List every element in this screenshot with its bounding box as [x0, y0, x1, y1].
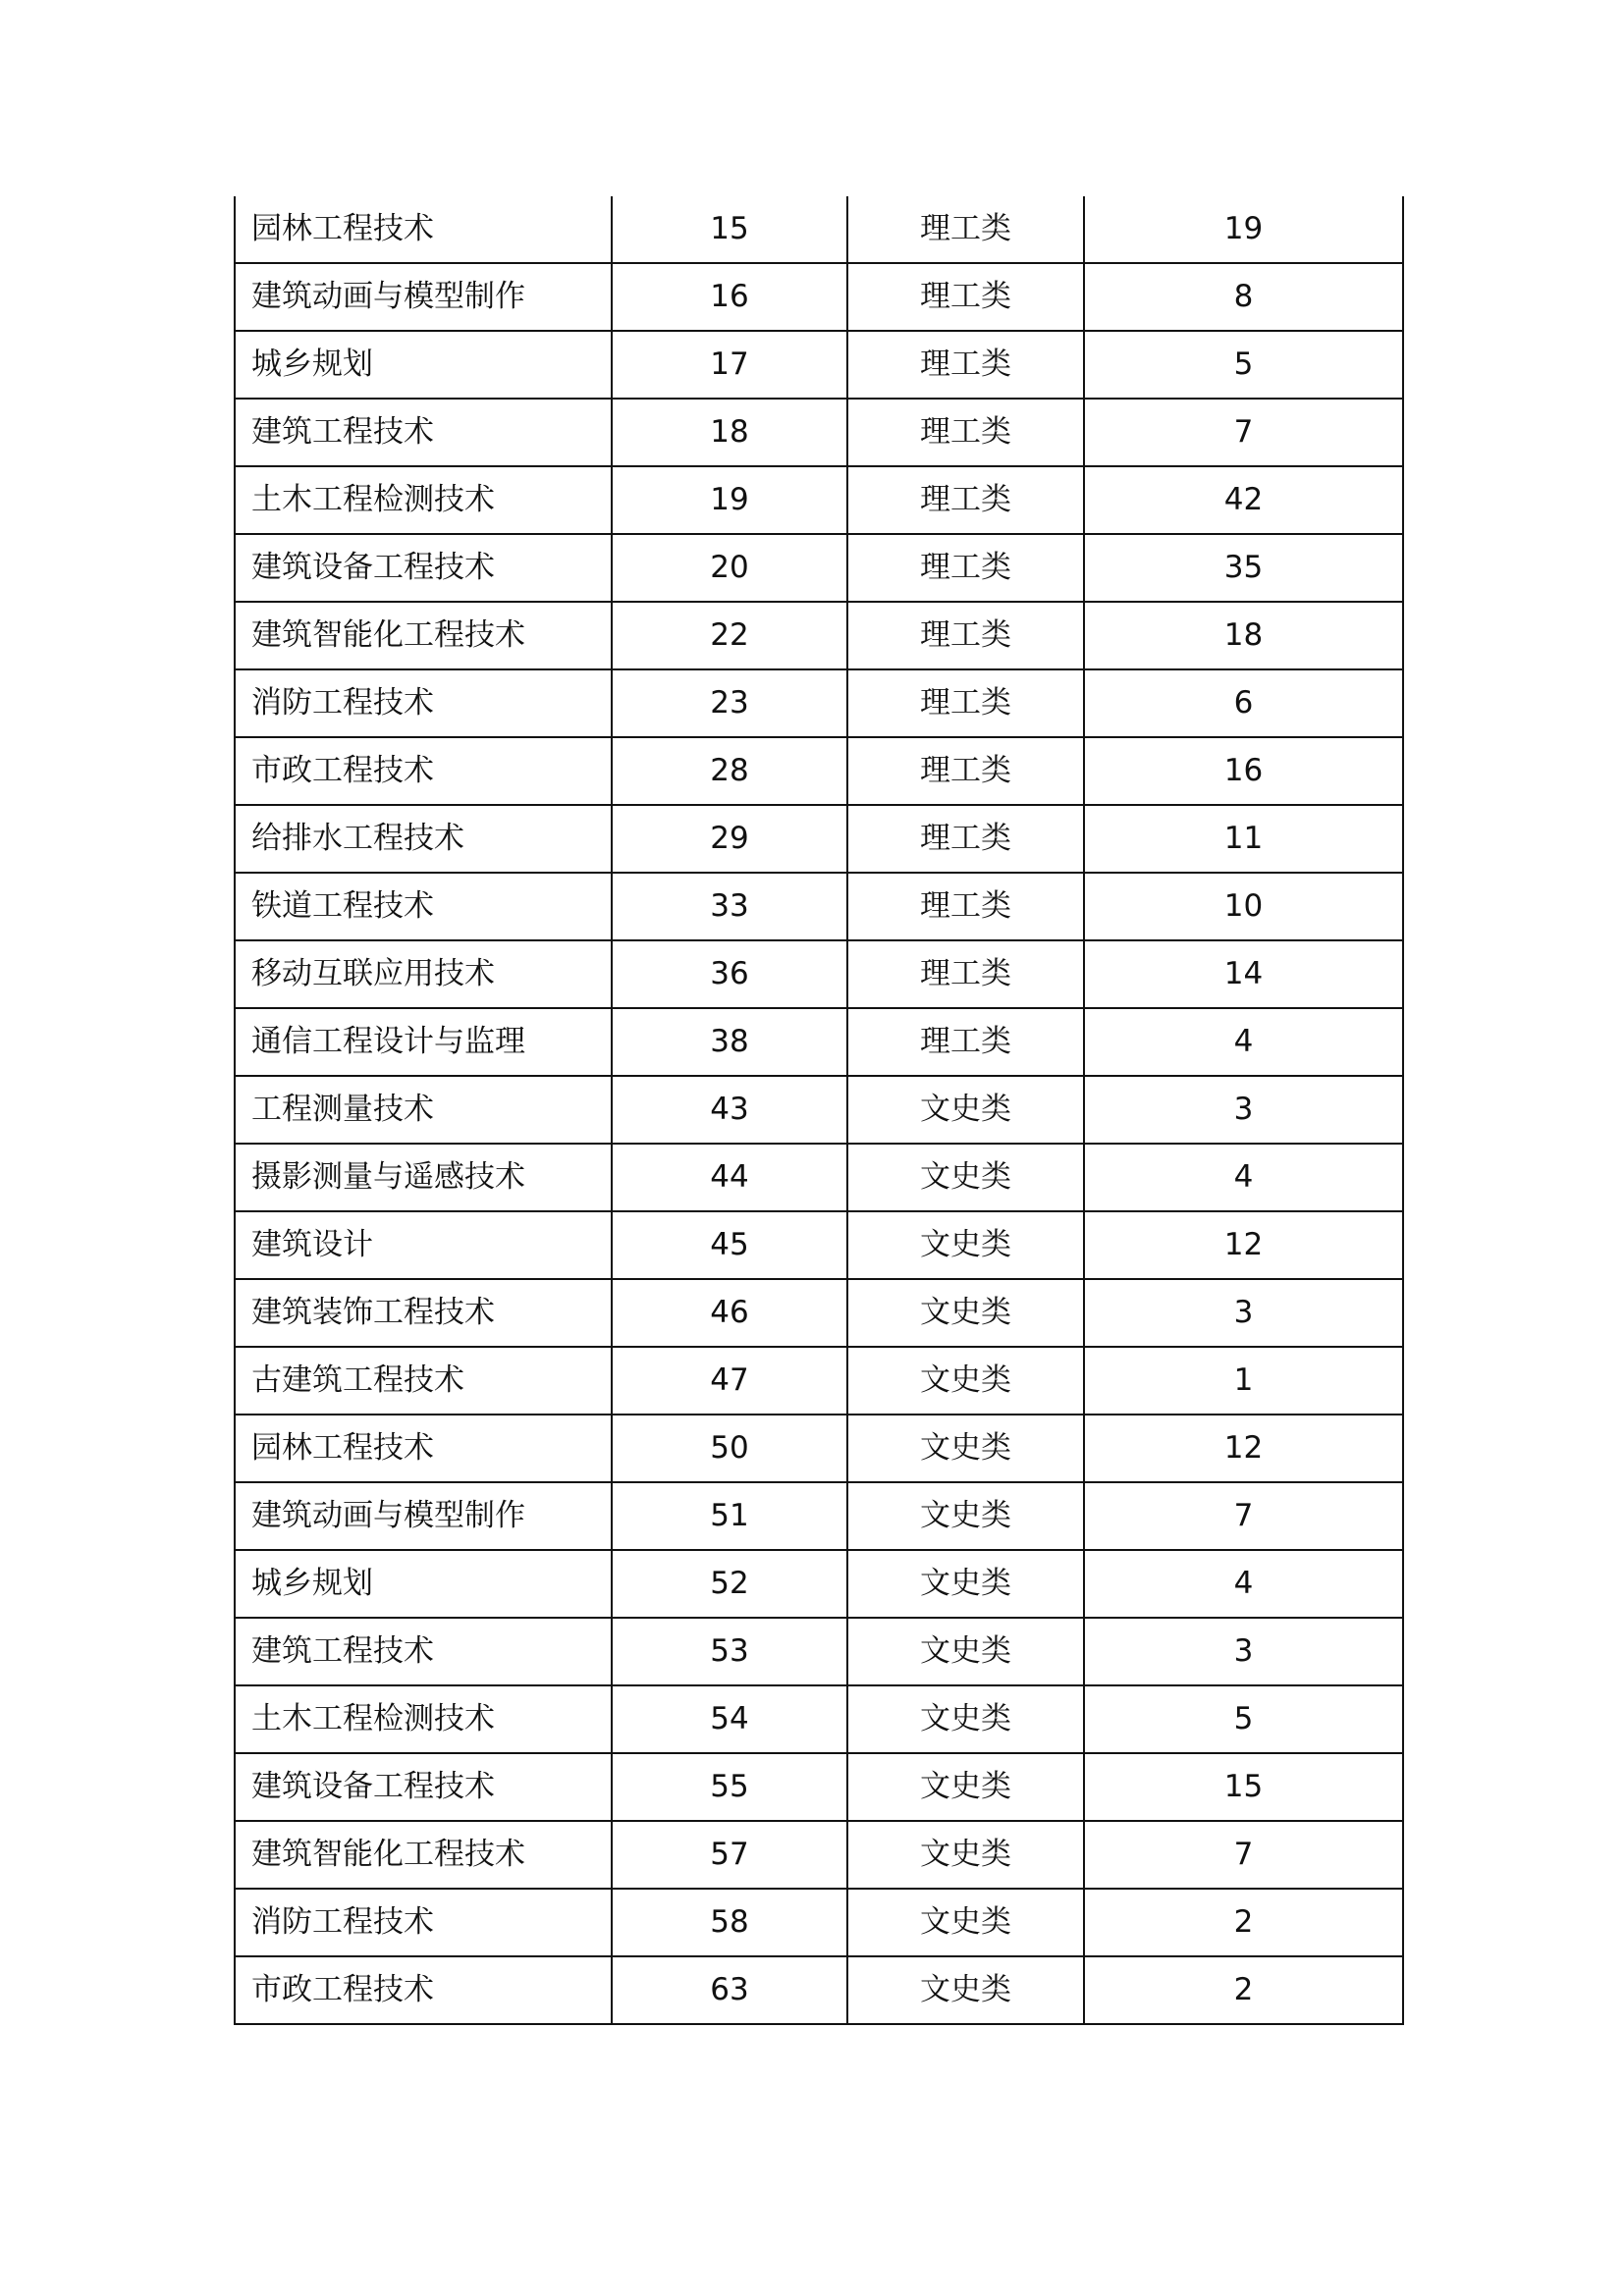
- count-cell: 15: [1084, 1753, 1403, 1821]
- table-row: [235, 805, 1403, 873]
- table-row: [235, 466, 1403, 534]
- count-cell: 1: [1084, 1347, 1403, 1415]
- major-name-cell: 消防工程技术: [235, 669, 612, 737]
- category-cell: 理工类: [847, 805, 1084, 873]
- major-name-cell: 古建筑工程技术: [235, 1347, 612, 1415]
- table-row: [235, 1618, 1403, 1685]
- count-cell: 16: [1084, 737, 1403, 805]
- table-row: [235, 331, 1403, 399]
- code-cell: 46: [612, 1279, 847, 1347]
- code-cell: 45: [612, 1211, 847, 1279]
- major-name-cell: 市政工程技术: [235, 1956, 612, 2024]
- count-cell: 8: [1084, 263, 1403, 331]
- major-name-cell: 园林工程技术: [235, 196, 612, 263]
- code-cell: 51: [612, 1482, 847, 1550]
- table-row: [235, 873, 1403, 940]
- table-row: [235, 1008, 1403, 1076]
- table-row: [235, 737, 1403, 805]
- code-cell: 53: [612, 1618, 847, 1685]
- major-name-cell: 建筑工程技术: [235, 399, 612, 466]
- code-cell: 44: [612, 1144, 847, 1211]
- major-name-cell: 土木工程检测技术: [235, 1685, 612, 1753]
- major-name-cell: 工程测量技术: [235, 1076, 612, 1144]
- major-name-cell: 建筑设计: [235, 1211, 612, 1279]
- category-cell: 文史类: [847, 1347, 1084, 1415]
- major-name-cell: 建筑动画与模型制作: [235, 1482, 612, 1550]
- count-cell: 3: [1084, 1618, 1403, 1685]
- code-cell: 58: [612, 1889, 847, 1956]
- major-name-cell: 建筑设备工程技术: [235, 534, 612, 602]
- count-cell: 11: [1084, 805, 1403, 873]
- category-cell: 文史类: [847, 1211, 1084, 1279]
- table-row: [235, 196, 1403, 263]
- count-cell: 18: [1084, 602, 1403, 669]
- major-name-cell: 消防工程技术: [235, 1889, 612, 1956]
- code-cell: 43: [612, 1076, 847, 1144]
- category-cell: 理工类: [847, 602, 1084, 669]
- count-cell: 2: [1084, 1889, 1403, 1956]
- major-name-cell: 城乡规划: [235, 1550, 612, 1618]
- category-cell: 文史类: [847, 1144, 1084, 1211]
- count-cell: 35: [1084, 534, 1403, 602]
- category-cell: 文史类: [847, 1279, 1084, 1347]
- major-name-cell: 铁道工程技术: [235, 873, 612, 940]
- code-cell: 38: [612, 1008, 847, 1076]
- count-cell: 3: [1084, 1279, 1403, 1347]
- table-row: [235, 1685, 1403, 1753]
- count-cell: 5: [1084, 1685, 1403, 1753]
- category-cell: 文史类: [847, 1482, 1084, 1550]
- table-row: [235, 534, 1403, 602]
- table-row: [235, 940, 1403, 1008]
- table-row: [235, 1889, 1403, 1956]
- count-cell: 42: [1084, 466, 1403, 534]
- count-cell: 7: [1084, 399, 1403, 466]
- code-cell: 22: [612, 602, 847, 669]
- table-row: [235, 1482, 1403, 1550]
- count-cell: 3: [1084, 1076, 1403, 1144]
- code-cell: 28: [612, 737, 847, 805]
- code-cell: 15: [612, 196, 847, 263]
- code-cell: 50: [612, 1415, 847, 1482]
- code-cell: 29: [612, 805, 847, 873]
- category-cell: 文史类: [847, 1415, 1084, 1482]
- table-row: [235, 1279, 1403, 1347]
- table-row: [235, 602, 1403, 669]
- table-row: [235, 1821, 1403, 1889]
- category-cell: 理工类: [847, 940, 1084, 1008]
- code-cell: 57: [612, 1821, 847, 1889]
- table-row: [235, 399, 1403, 466]
- major-name-cell: 建筑智能化工程技术: [235, 1821, 612, 1889]
- major-name-cell: 通信工程设计与监理: [235, 1008, 612, 1076]
- code-cell: 16: [612, 263, 847, 331]
- code-cell: 55: [612, 1753, 847, 1821]
- major-name-cell: 城乡规划: [235, 331, 612, 399]
- major-name-cell: 建筑工程技术: [235, 1618, 612, 1685]
- table-row: [235, 1753, 1403, 1821]
- major-name-cell: 建筑装饰工程技术: [235, 1279, 612, 1347]
- table-row: [235, 669, 1403, 737]
- code-cell: 54: [612, 1685, 847, 1753]
- count-cell: 4: [1084, 1550, 1403, 1618]
- category-cell: 文史类: [847, 1889, 1084, 1956]
- code-cell: 33: [612, 873, 847, 940]
- category-cell: 文史类: [847, 1076, 1084, 1144]
- category-cell: 理工类: [847, 331, 1084, 399]
- category-cell: 理工类: [847, 399, 1084, 466]
- count-cell: 7: [1084, 1482, 1403, 1550]
- category-cell: 文史类: [847, 1685, 1084, 1753]
- code-cell: 18: [612, 399, 847, 466]
- category-cell: 文史类: [847, 1821, 1084, 1889]
- count-cell: 12: [1084, 1211, 1403, 1279]
- count-cell: 12: [1084, 1415, 1403, 1482]
- major-name-cell: 建筑智能化工程技术: [235, 602, 612, 669]
- category-cell: 文史类: [847, 1550, 1084, 1618]
- category-cell: 理工类: [847, 737, 1084, 805]
- code-cell: 63: [612, 1956, 847, 2024]
- count-cell: 10: [1084, 873, 1403, 940]
- category-cell: 理工类: [847, 1008, 1084, 1076]
- count-cell: 7: [1084, 1821, 1403, 1889]
- category-cell: 理工类: [847, 196, 1084, 263]
- major-name-cell: 土木工程检测技术: [235, 466, 612, 534]
- table-row: [235, 1076, 1403, 1144]
- table-body: [235, 196, 1403, 2024]
- table-row: [235, 263, 1403, 331]
- code-cell: 17: [612, 331, 847, 399]
- major-name-cell: 建筑设备工程技术: [235, 1753, 612, 1821]
- major-name-cell: 园林工程技术: [235, 1415, 612, 1482]
- count-cell: 4: [1084, 1008, 1403, 1076]
- code-cell: 20: [612, 534, 847, 602]
- category-cell: 理工类: [847, 669, 1084, 737]
- count-cell: 2: [1084, 1956, 1403, 2024]
- category-cell: 理工类: [847, 534, 1084, 602]
- count-cell: 4: [1084, 1144, 1403, 1211]
- major-name-cell: 摄影测量与遥感技术: [235, 1144, 612, 1211]
- category-cell: 文史类: [847, 1618, 1084, 1685]
- code-cell: 23: [612, 669, 847, 737]
- table-row: [235, 1550, 1403, 1618]
- code-cell: 47: [612, 1347, 847, 1415]
- category-cell: 文史类: [847, 1753, 1084, 1821]
- code-cell: 19: [612, 466, 847, 534]
- category-cell: 文史类: [847, 1956, 1084, 2024]
- code-cell: 52: [612, 1550, 847, 1618]
- code-cell: 36: [612, 940, 847, 1008]
- major-name-cell: 移动互联应用技术: [235, 940, 612, 1008]
- count-cell: 5: [1084, 331, 1403, 399]
- table-row: [235, 1956, 1403, 2024]
- major-name-cell: 建筑动画与模型制作: [235, 263, 612, 331]
- table-row: [235, 1415, 1403, 1482]
- major-name-cell: 市政工程技术: [235, 737, 612, 805]
- count-cell: 19: [1084, 196, 1403, 263]
- table-row: [235, 1144, 1403, 1211]
- table-row: [235, 1211, 1403, 1279]
- enrollment-table: [234, 196, 1404, 2025]
- category-cell: 理工类: [847, 873, 1084, 940]
- category-cell: 理工类: [847, 263, 1084, 331]
- category-cell: 理工类: [847, 466, 1084, 534]
- count-cell: 6: [1084, 669, 1403, 737]
- count-cell: 14: [1084, 940, 1403, 1008]
- major-name-cell: 给排水工程技术: [235, 805, 612, 873]
- table-row: [235, 1347, 1403, 1415]
